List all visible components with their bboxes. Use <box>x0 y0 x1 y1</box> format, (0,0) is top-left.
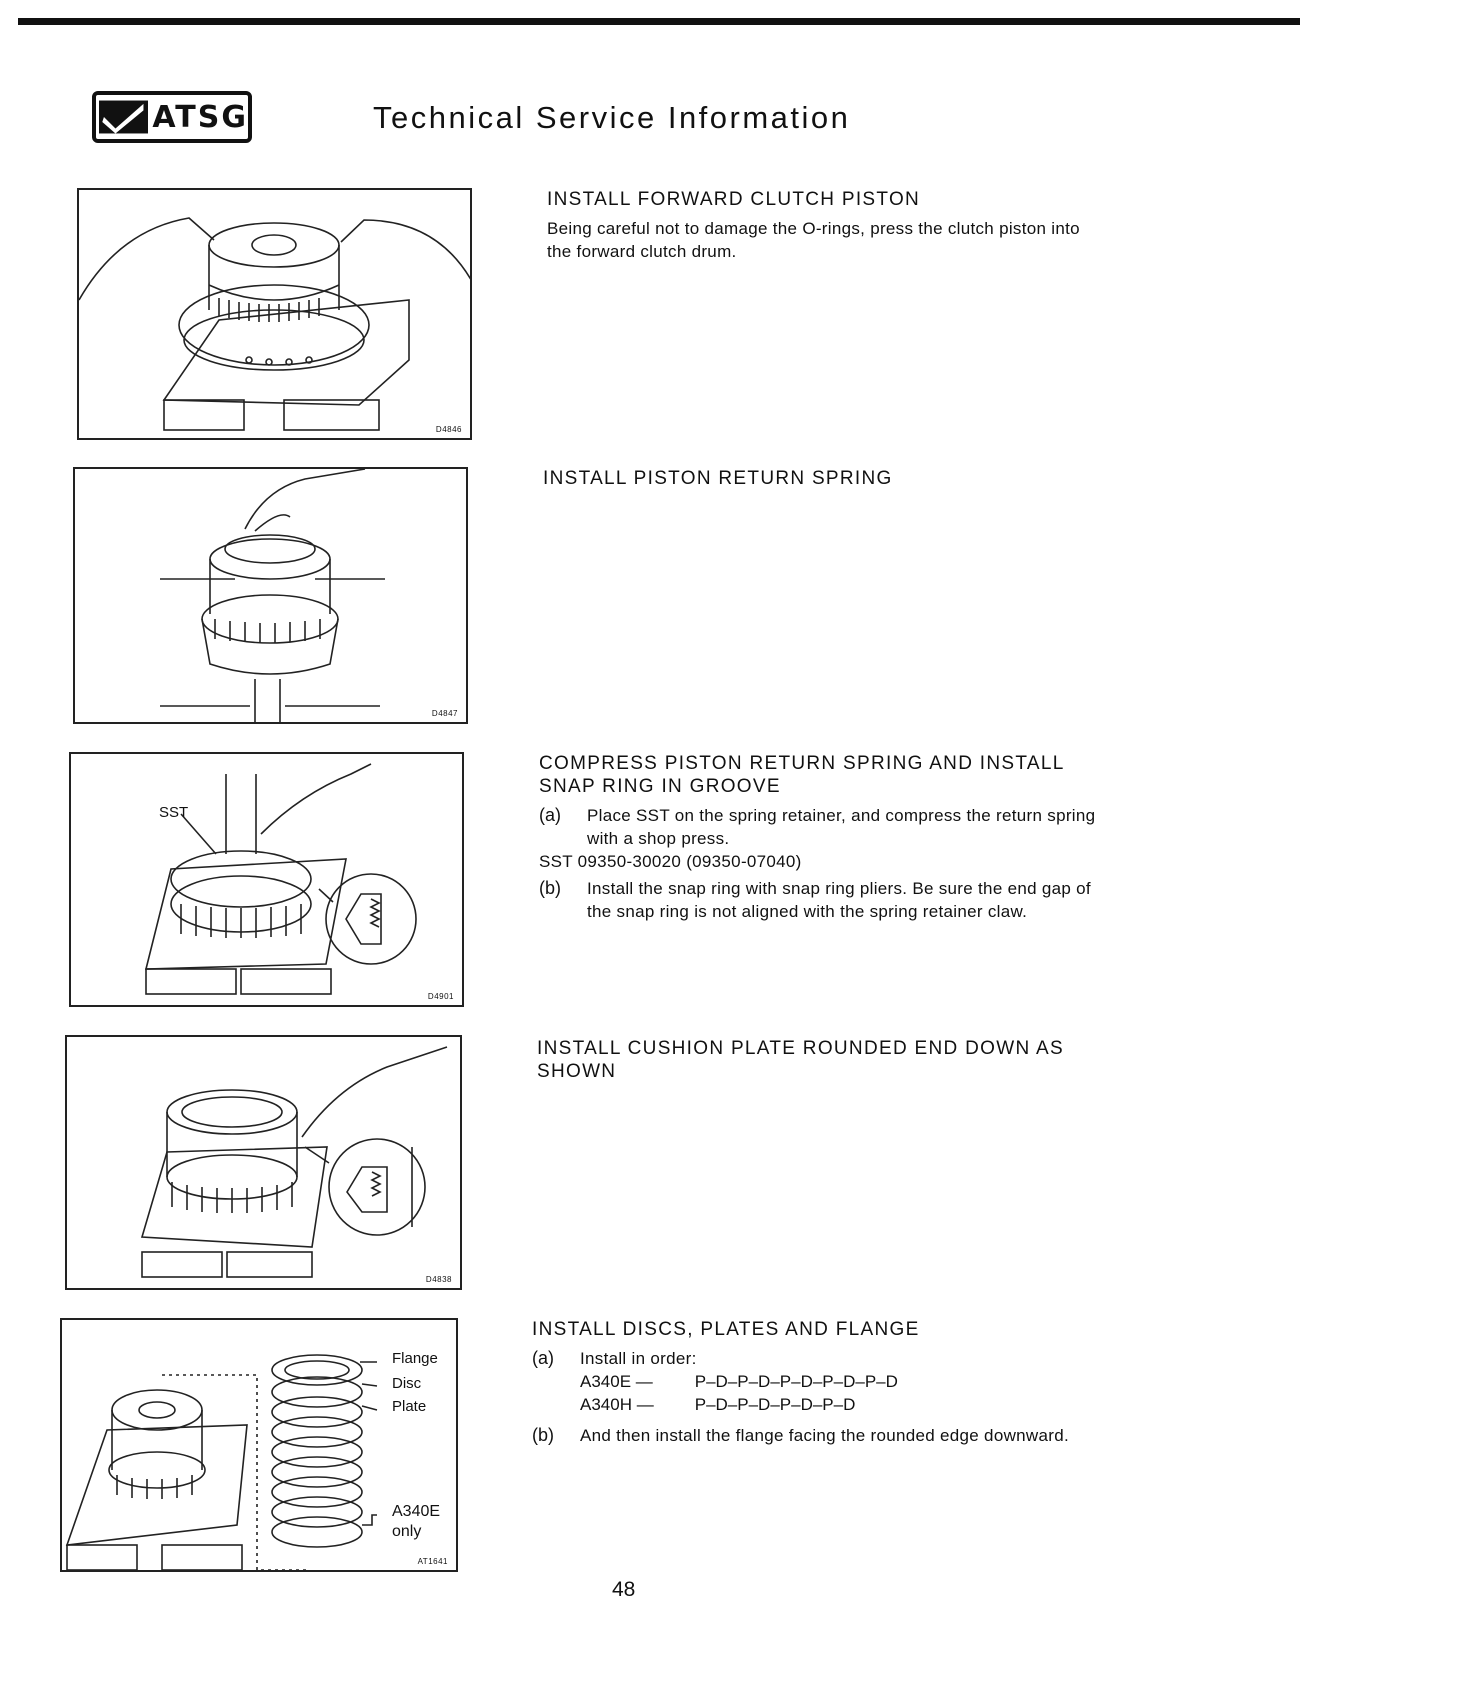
item-text: Install the snap ring with snap ring pliers. Be sure the end gap of the snap ring is not aligned with the spring retainer claw. <box>587 879 1091 921</box>
step-text: Being careful not to damage the O-rings, press the clutch piston into the forward clutch drum. <box>547 219 1080 261</box>
figure-code: AT1641 <box>417 1557 448 1566</box>
checkmark-icon <box>99 97 148 137</box>
order-model: A340H — <box>580 1395 654 1414</box>
item-marker: (a) <box>532 1348 554 1368</box>
model-label: A340E <box>392 1503 441 1520</box>
figure-discs-plates-flange <box>60 1318 458 1572</box>
figure-code: D4847 <box>431 709 458 718</box>
figure-cushion-plate <box>65 1035 462 1290</box>
disc-label: Disc <box>392 1375 422 1392</box>
figure-forward-clutch-piston <box>77 188 472 440</box>
page-title: Technical Service Information <box>373 100 851 135</box>
only-label: only <box>392 1523 422 1540</box>
page-number: 48 <box>612 1578 636 1601</box>
step-heading: INSTALL FORWARD CLUTCH PISTON <box>547 189 921 210</box>
step-discs-plates-flange <box>532 1318 1092 1447</box>
step-item-a <box>532 1347 1092 1370</box>
order-sequence: P–D–P–D–P–D–P–D–P–D <box>694 1372 898 1391</box>
illustration <box>71 754 464 1007</box>
item-marker: (b) <box>532 1425 554 1445</box>
step-piston-return-spring <box>543 467 1103 496</box>
step-cushion-plate <box>537 1037 1097 1089</box>
step-forward-clutch-piston <box>547 188 1107 263</box>
figure-code: D4846 <box>435 425 462 434</box>
figure-compress-spring <box>69 752 464 1007</box>
plate-label: Plate <box>392 1398 427 1415</box>
top-rule <box>18 18 1300 25</box>
item-text: Place SST on the spring retainer, and compress the return spring with a shop press. <box>587 806 1096 848</box>
step-heading: INSTALL PISTON RETURN SPRING <box>543 468 893 489</box>
sst-label: SST <box>159 804 189 821</box>
step-item-b <box>532 1424 1092 1447</box>
step-heading: INSTALL DISCS, PLATES AND FLANGE <box>532 1319 920 1340</box>
step-heading: INSTALL CUSHION PLATE ROUNDED END DOWN AS SHOWN <box>537 1038 1064 1082</box>
step-heading: COMPRESS PISTON RETURN SPRING AND INSTALL SNAP RING IN GROOVE <box>539 753 1064 797</box>
step-compress-spring <box>539 752 1099 923</box>
figure-code: D4901 <box>427 992 454 1001</box>
illustration <box>67 1037 462 1290</box>
order-model: A340E — <box>580 1372 653 1391</box>
illustration <box>79 190 472 440</box>
item-text: Install in order: <box>580 1349 697 1368</box>
sst-number: SST 09350-30020 (09350-07040) <box>539 852 802 871</box>
order-sequence: P–D–P–D–P–D–P–D <box>694 1395 856 1414</box>
step-item-b <box>539 877 1099 923</box>
order-row <box>580 1370 1092 1393</box>
step-item-a <box>539 804 1099 850</box>
item-marker: (a) <box>539 805 561 825</box>
illustration <box>75 469 468 724</box>
figure-code: D4838 <box>425 1275 452 1284</box>
item-text: And then install the flange facing the rounded edge downward. <box>580 1426 1069 1445</box>
item-marker: (b) <box>539 878 561 898</box>
flange-label: Flange <box>392 1350 438 1367</box>
order-row <box>580 1393 1092 1416</box>
atsg-logo <box>92 91 252 143</box>
figure-piston-return-spring <box>73 467 468 724</box>
logo-text: ATSG <box>152 99 248 135</box>
